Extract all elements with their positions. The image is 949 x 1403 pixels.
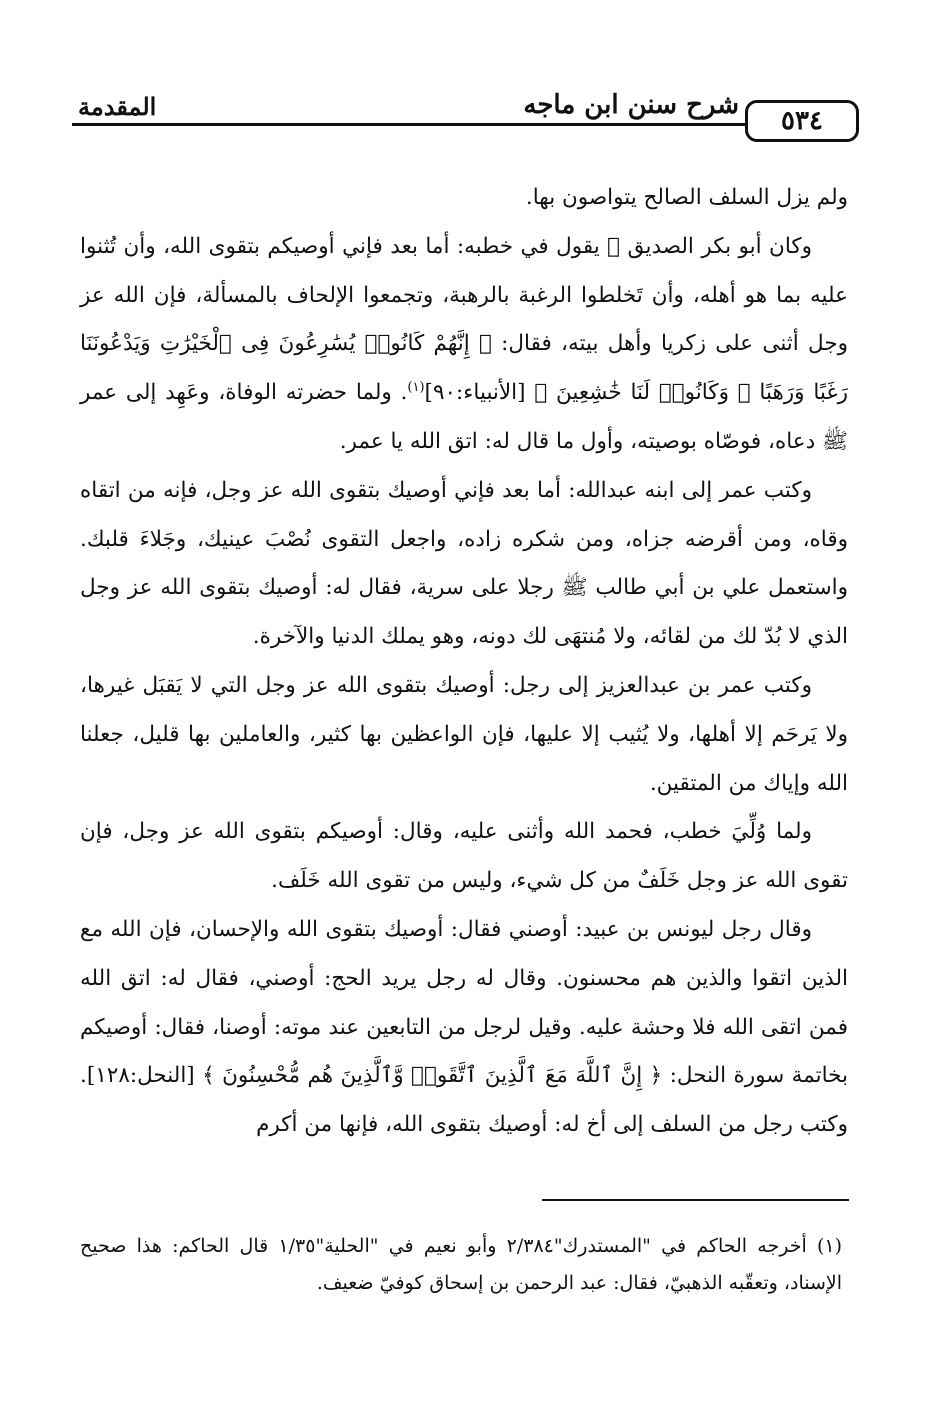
footnotes <box>80 1228 842 1302</box>
book-title: شرح سنن ابن ماجه <box>523 90 739 120</box>
paragraph-6-intro: وقال رجل ليونس بن عبيد: أوصني فقال: أوصيك بتقوى الله والإحسان، فإن الله مع الذين اتقوا والذين هم محسنون. وقال له رجل يريد الحج: أوصني، فقال له: اتق الله فمن اتقى الله فلا وحشة عليه. وقيل لرجل من التابعين عند موته: أوصنا، فقال: أوصيكم بخاتمة سورة النحل: <box>80 916 848 1089</box>
quran-ref-anbiya: [الأنبياء:٩٠] <box>424 380 526 406</box>
paragraph-2-rest: . ولما حضرته الوفاة، وعَهِد إلى عمر ﷺ دعاه، فوصّاه بوصيته، وأول ما قال له: اتق الله يا عمر. <box>80 380 848 454</box>
paragraph-6-rest: . وكتب رجل من السلف إلى أخ له: أوصيك بتقوى الله، فإنها من أكرم <box>80 1063 848 1138</box>
page-header <box>72 86 859 134</box>
paragraph-6 <box>80 906 848 1150</box>
body-text <box>80 174 848 1150</box>
section-title: المقدمة <box>78 92 157 121</box>
page-number: ٥٣٤ <box>745 100 859 142</box>
footnote-separator <box>542 1199 849 1201</box>
quran-verse-anbiya: ﴿ إِنَّهُمْ كَانُوا۟ يُسَٰرِعُونَ فِى ٱلْخَيْرَٰتِ وَيَدْعُونَنَا رَغَبًا وَرَهَبًا ۖ وَكَانُوا۟ لَنَا خَٰشِعِينَ ﴾ <box>80 331 849 406</box>
paragraph-2-intro: وكان أبو بكر الصديق ﷺ يقول في خطبه: أما بعد فإني أوصيكم بتقوى الله، وأن تُثنوا عليه بما هو أهله، وأن تَخلطوا الرغبة بالرهبة، وتجمعوا الإلحاف بالمسألة، فإن الله عز وجل أثنى على زكريا وأهل بيته، فقال: <box>80 233 848 357</box>
paragraph-5: ولما وُلِّيَ خطب، فحمد الله وأثنى عليه، وقال: أوصيكم بتقوى الله عز وجل، فإن تقوى الله عز وجل خَلَفٌ من كل شيء، وليس من تقوى الله خَلَف. <box>80 819 848 894</box>
quran-verse-nahl: ﴿ إِنَّ ٱللَّهَ مَعَ ٱلَّذِينَ ٱتَّقَوا۟ وَّٱلَّذِينَ هُم مُّحْسِنُونَ ﴾ <box>202 1063 663 1089</box>
quran-ref-nahl: [النحل:١٢٨] <box>86 1063 195 1089</box>
footnote-marker: (١) <box>407 380 425 396</box>
paragraph-2 <box>80 223 848 467</box>
header-rule <box>72 123 859 126</box>
paragraph-4: وكتب عمر بن عبدالعزيز إلى رجل: أوصيك بتقوى الله عز وجل التي لا يَقبَل غيرها، ولا يَرحَم إلا أهلها، ولا يُثيب إلا عليها، فإن الواعظين بها كثير، والعاملين بها قليل، جعلنا الله وإياك من المتقين. <box>80 672 848 796</box>
footnote-1: (١) أخرجه الحاكم في "المستدرك"٢/٣٨٤ وأبو نعيم في "الحلية"١/٣٥ قال الحاكم: هذا صحيح الإسناد، وتعقّبه الذهبيّ، فقال: عبد الرحمن بن إسحاق كوفيّ ضعيف. <box>80 1235 842 1294</box>
paragraph-3: وكتب عمر إلى ابنه عبدالله: أما بعد فإني أوصيك بتقوى الله عز وجل، فإنه من اتقاه وقاه، ومن أقرضه جزاه، ومن شكره زاده، واجعل التقوى نُصْبَ عينيك، وجَلاءَ قلبك. واستعمل علي بن أبي طالب ﷺ رجلا على سرية، فقال له: أوصيك بتقوى الله عز وجل الذي لا بُدّ لك من لقائه، ولا مُنتهَى لك دونه، وهو يملك الدنيا والآخرة. <box>80 477 848 650</box>
paragraph-1: ولم يزل السلف الصالح يتواصون بها. <box>525 185 848 210</box>
